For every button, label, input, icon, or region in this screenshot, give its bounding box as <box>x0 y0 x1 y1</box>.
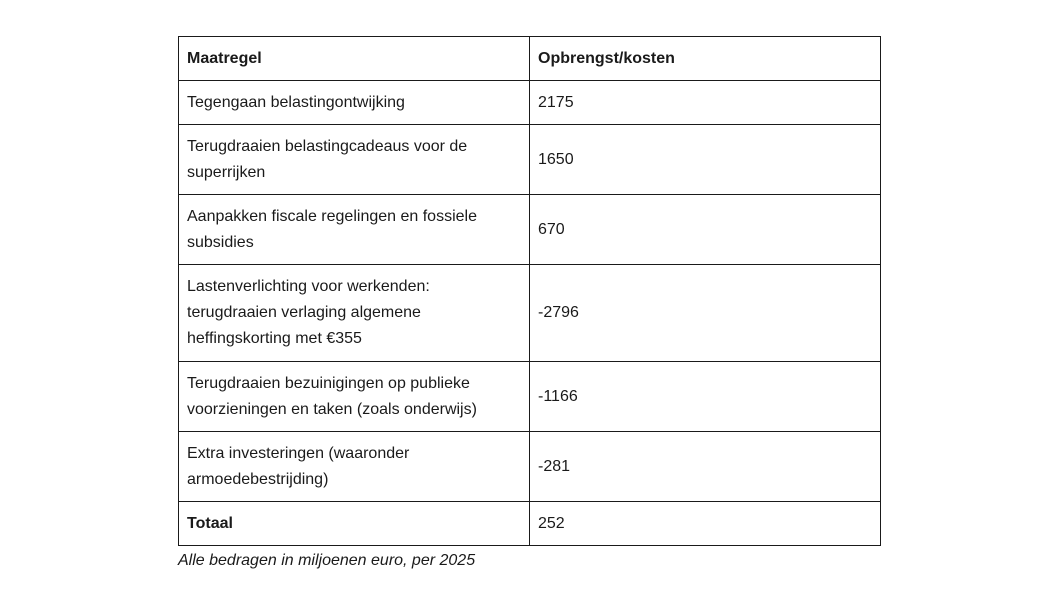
amount-cell: 670 <box>530 195 881 265</box>
header-measure: Maatregel <box>179 37 530 81</box>
amount-cell: 1650 <box>530 125 881 195</box>
table-total-row <box>179 502 881 546</box>
table-row <box>179 125 881 195</box>
table-caption: Alle bedragen in miljoenen euro, per 2025 <box>178 552 476 569</box>
measures-table-container <box>178 36 880 546</box>
table-row <box>179 81 881 125</box>
amount-cell: -281 <box>530 432 881 502</box>
header-revenue-costs: Opbrengst/kosten <box>530 37 881 81</box>
measure-cell: Terugdraaien bezuinigingen op publieke voorzieningen en taken (zoals onderwijs) <box>179 362 530 432</box>
amount-cell: -1166 <box>530 362 881 432</box>
measures-table <box>178 36 881 546</box>
measure-cell: Aanpakken fiscale regelingen en fossiele subsidies <box>179 195 530 265</box>
table-row <box>179 362 881 432</box>
total-amount-cell: 252 <box>530 502 881 546</box>
amount-cell: -2796 <box>530 265 881 362</box>
measure-cell: Tegengaan belastingontwijking <box>179 81 530 125</box>
table-row <box>179 432 881 502</box>
table-header-row <box>179 37 881 81</box>
measure-cell: Lastenverlichting voor werkenden: terugdraaien verlaging algemene heffingskorting met €355 <box>179 265 530 362</box>
total-label-cell: Totaal <box>179 502 530 546</box>
amount-cell: 2175 <box>530 81 881 125</box>
measure-cell: Terugdraaien belastingcadeaus voor de superrijken <box>179 125 530 195</box>
table-row <box>179 195 881 265</box>
measure-cell: Extra investeringen (waaronder armoedebestrijding) <box>179 432 530 502</box>
table-row <box>179 265 881 362</box>
